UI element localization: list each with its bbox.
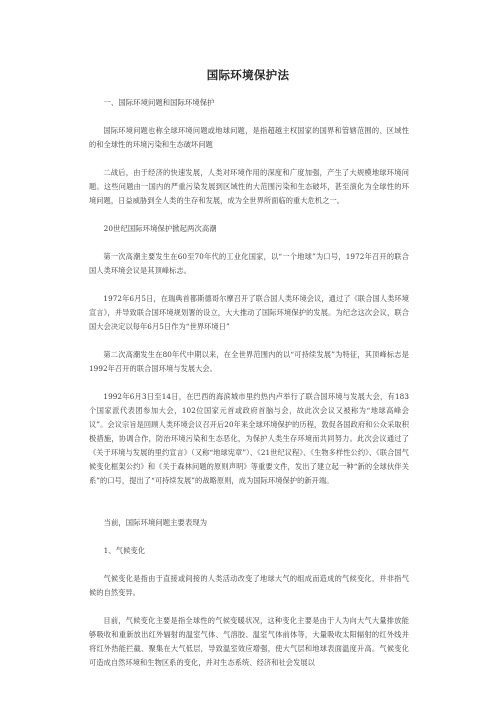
- subsection-heading: 1、气候变化: [103, 546, 146, 555]
- paragraph: 气候变化是指由于直接或间接的人类活动改变了地球大气的组成而造成的气候变化，并非指气候的自然变异。: [89, 574, 409, 597]
- paragraph: 第一次高潮主要发生在60至70年代的工业化国家，以“一个地球”为口号，1972年召开的联合国人类环境会议是其顶峰标志。: [89, 252, 409, 275]
- paragraph: 1992年6月3日至14日，在巴西的海滨城市里约热内卢举行了联合国环境与发展大会，有183个国家派代表团参加大会，102位国家元首或政府首脑与会，故此次会议又被称为“地球高峰会议”。会议宗旨是回顾人类环境会议召开后20年来全球环境保护的历程，敦促各国政府和公众采取积极措施，协调合作，防治环境污染和生态恶化，为保护人类生存环境而共同努力。此次会议通过了《关于环境与发展的里约宣言》（又称“地球宪章”）、《21世纪议程》、《生物多样性公约》、《联合国气候变化框架公约》和《关于森林问题的原则声明》等重要文件，发出了建立起一种“新的全球伙伴关系”的口号，提出了“可持续发展”的战略原则，成为国际环境保护的新开端。: [89, 392, 409, 485]
- section-heading: 20世纪国际环境保护掀起两次高潮: [103, 224, 217, 233]
- paragraph: 第二次高潮发生在80年代中期以来，在全世界范围内的以“可持续发展”为特征，其顶峰标志是1992年召开的联合国环境与发展大会。: [89, 350, 409, 373]
- paragraph: 目前，气候变化主要是指全球性的气候变暖状况，这种变化主要是由于人为向大气大量排放能够吸收和重新放出红外辐射的温室气体、气溶胶、温室气体前体等，大量吸收太阳辐射的红外线并将红外热能拦截、聚集在大气低层，导致温室效应增强，使大气层和地球表面温度升高。气候变化可造成自然环境和生物区系的变化，并对生态系统、经济和社会发展以: [89, 616, 409, 667]
- paragraph: 二战后，由于经济的快速发展，人类对环境作用的深度和广度加强，产生了大规模地球环境问题。这些问题由一国内的严重污染发展到区域性的大范围污染和生态破坏，甚至演化为全球性的环境问题，日益威胁到全人类的生存和发展，成为全世界所面临的重大危机之一。: [89, 168, 409, 205]
- section-heading: 一、国际环境问题和国际环境保护: [103, 98, 215, 107]
- paragraph: 国际环境问题也称全球环境问题或地球问题，是指超越主权国家的国界和管辖范围的、区域性的和全球性的环境污染和生态破坏问题: [89, 126, 409, 149]
- paragraph: 1972年6月5日，在瑞典首都斯德哥尔摩召开了联合国人类环境会议，通过了《联合国人类环境宣言》，并导致联合国环境规划署的设立，大大推动了国际环境保护的发展。为纪念这次会议，联合国大会决定以每年6月5日作为“世界环境日”: [89, 294, 409, 331]
- document-title: 国际环境保护法: [206, 68, 290, 82]
- section-heading: 当前，国际环境问题主要表现为: [103, 518, 208, 527]
